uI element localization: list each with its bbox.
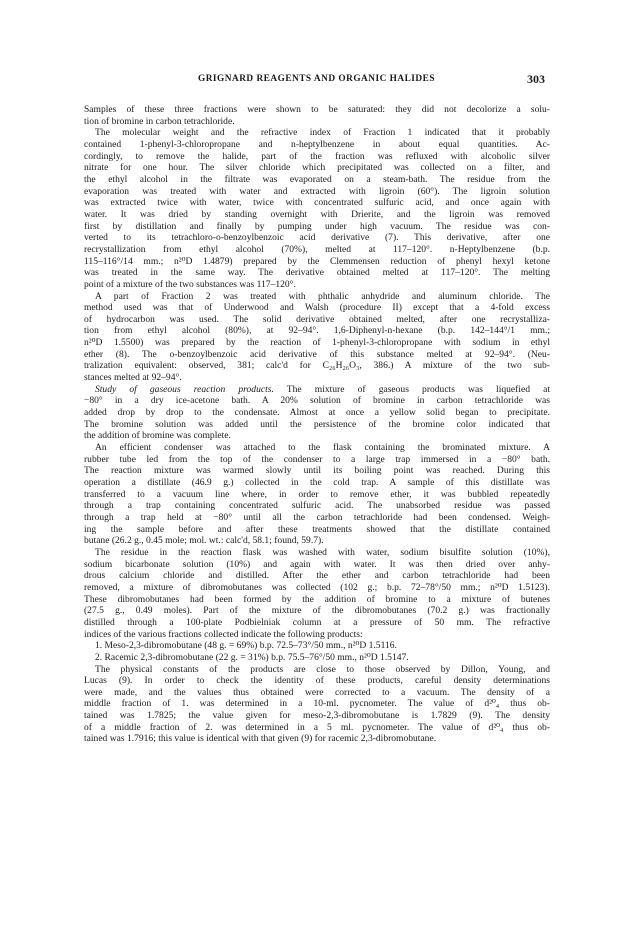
- text-line: rubber tube led from the top of the condenser to a large trap immersed in a −80° bath.: [84, 453, 550, 465]
- article-body: [84, 104, 550, 745]
- text-line: of hydrocarbon was used. The solid derivative obtained melted, after one recrystalliza-: [84, 313, 550, 325]
- text-line: tained was 1.7825; the value given for meso-2,3-dibromobutane is 1.7829 (9). The density: [84, 710, 550, 722]
- text-line: were made, and the values thus obtained were corrected to a vacuum. The density of a: [84, 686, 550, 698]
- text-line: butane (26.2 g., 0.45 mole; mol. wt.: calc'd, 58.1; found, 59.7).: [84, 535, 324, 547]
- text-line: removed, a mixture of dibromobutanes was collected (102 g.; b.p. 72–78°/50 mm.; n²⁰D 1.5123).: [84, 581, 550, 593]
- text-line: Lucas (9). In order to check the identity of these products, careful density determinations: [84, 675, 550, 687]
- text-line: operation a distillate (46.9 g.) collected in the cold trap. A sample of this distillate was: [84, 477, 550, 488]
- text-line: was extracted twice with water, twice with concentrated sulfuric acid, and once again with: [84, 197, 550, 209]
- text-line: (27.5 g., 0.49 moles). Part of the mixture of the dibromobutanes (70.2 g.) was fractionally: [84, 605, 550, 617]
- text-line: The molecular weight and the refractive index of Fraction 1 indicated that it probably: [95, 127, 550, 139]
- text-line: transferred to a vacuum line where, in order to remove ether, it was bubbled repeatedly: [84, 488, 550, 500]
- text-line: tion from ethyl alcohol (80%), at 92–94°. 1,6-Diphenyl-n-hexane (b.p. 142–144°/1 mm.;: [84, 325, 550, 337]
- text-line: middle fraction of 1. was determined in a 10-ml. pycnometer. The value of d²⁰₄ thus ob-: [84, 698, 550, 710]
- text-line: recrystallization from ethyl alcohol (70%), melted at 117–120°. n-Heptylbenzene (b.p.: [84, 243, 550, 255]
- text-line: the ethyl alcohol in the filtrate was evaporated on a steam-bath. The residue from the: [84, 173, 550, 185]
- run-in-heading: Study of gaseous reaction products.: [95, 383, 274, 395]
- text-line: through a trap containing concentrated sulfuric acid. The unabsorbed residue was passed: [84, 500, 550, 512]
- text-line: n²⁰D 1.5500) was prepared by the reaction of 1-phenyl-3-chloropropane with sodium in ethyl: [84, 337, 550, 349]
- text-line: −80° in a dry ice-acetone bath. A 20% solution of bromine in carbon tetrachloride was: [84, 395, 550, 407]
- text-line: Study of gaseous reaction products. The mixture of gaseous products was liquefied at: [95, 383, 550, 395]
- text-line: distilled through a 100-plate Podbielniak column at a pressure of 50 mm. The refractive: [84, 616, 550, 628]
- text-line: first by distillation and finally by pumping under high vacuum. The residue was con-: [84, 220, 550, 232]
- running-title: GRIGNARD REAGENTS AND ORGANIC HALIDES: [197, 74, 435, 84]
- text-line: The residue in the reaction flask was washed with water, sodium bisulfite solution (10%),: [95, 546, 550, 558]
- text-line: drous calcium chloride and distilled. After the ether and carbon tetrachloride had been: [84, 570, 550, 582]
- text-line: added drop by drop to the condensate. Almost at once a yellow solid began to precipitate.: [84, 407, 550, 419]
- text-line: A part of Fraction 2 was treated with phthalic anhydride and aluminum chloride. The: [95, 290, 550, 302]
- text-line: These dibromobutanes had been formed by the addition of bromine to a mixture of butenes: [84, 593, 550, 605]
- product-list-item: 1. Meso-2,3-dibromobutane (48 g. = 69%) b.p. 72.5–73°/50 mm., n²⁰D 1.5116.: [95, 640, 397, 652]
- text-line: stances melted at 92–94°.: [84, 372, 182, 384]
- paragraph: [84, 384, 550, 442]
- text-line: tralization equivalent: observed, 381; calc'd for C₂₆H₂₆O₃, 386.) A mixture of the two sub-: [84, 360, 550, 372]
- text-line: nitrate for one hour. The silver chloride which precipitated was collected on a filter, and: [84, 162, 550, 174]
- text-line: was treated in the same way. The derivative obtained melted at 117–120°. The melting: [84, 267, 550, 279]
- text-line: cordingly, to remove the halide, part of the fraction was refluxed with alcoholic silver: [84, 150, 550, 162]
- text-line: the addition of bromine was complete.: [84, 430, 231, 442]
- text-line: method used was that of Underwood and Walsh (procedure II) except that a 4-fold excess: [84, 302, 550, 314]
- paragraph: [84, 442, 550, 547]
- paragraph: [84, 104, 550, 127]
- text-line: ether (8). The o-benzoylbenzoic acid derivative of this substance melted at 92–94°. (Neu-: [84, 348, 550, 360]
- text-line: indices of the various fractions collected indicate the following products:: [84, 628, 363, 640]
- text-line: The bromine solution was added until the persistence of the bromine color indicated that: [84, 418, 550, 430]
- text-line: evaporation was treated with water and extracted with ligroin (60°). The ligroin solution: [84, 185, 550, 197]
- paragraph: [84, 291, 550, 384]
- product-list-item: 2. Racemic 2,3-dibromobutane (22 g. = 31%) b.p. 75.5–76°/50 mm., n²⁰D 1.5147.: [95, 651, 409, 663]
- text-line: of a middle fraction of 2. was determined in a 5 ml. pycnometer. The value of d²⁰₄ thus ob-: [84, 721, 550, 733]
- text-line: sodium bicarbonate solution (10%) and again with water. It was then dried over anhy-: [84, 558, 550, 570]
- text-line: verted to its tetrachloro-o-benzoylbenzoic acid derivative (7). This derivative, after one: [84, 232, 550, 244]
- text-line: The reaction mixture was warmed slowly until its boiling point was reached. During this: [84, 465, 550, 477]
- text-line: tion of bromine in carbon tetrachloride.: [84, 115, 235, 127]
- text-line: point of a mixture of the two substances was 117–120°.: [84, 278, 296, 290]
- paragraph: [84, 547, 550, 640]
- paragraph: [84, 127, 550, 290]
- text-line: 115–116°/14 mm.; n²⁰D 1.4879) prepared by the Clemmensen reduction of phenyl hexyl ketone: [84, 255, 550, 267]
- text-line: ing the sample before and after these treatments showed that the distillate contained: [84, 523, 550, 535]
- page-header: [88, 74, 545, 90]
- text-line: water. It was dried by standing overnight with Drierite, and the ligroin was removed: [84, 208, 550, 220]
- text-line: through a trap held at −80° until all the carbon tetrachloride had been condensed. Weigh-: [84, 511, 550, 523]
- text-line: An efficient condenser was attached to the flask containing the brominated mixture. A: [95, 442, 550, 454]
- text-line: tained was 1.7916; this value is identical with that given (9) for racemic 2,3-dibromobutane.: [84, 733, 437, 745]
- page-number: 303: [527, 72, 545, 86]
- text-line: contained 1-phenyl-3-chloropropane and n-heptylbenzene in about equal quantities. Ac-: [84, 138, 550, 150]
- text-line: Samples of these three fractions were shown to be saturated: they did not decolorize a solu-: [84, 104, 550, 115]
- closing-paragraph: [84, 664, 550, 746]
- text-line: The physical constants of the products are close to those observed by Dillon, Young, and: [95, 663, 550, 675]
